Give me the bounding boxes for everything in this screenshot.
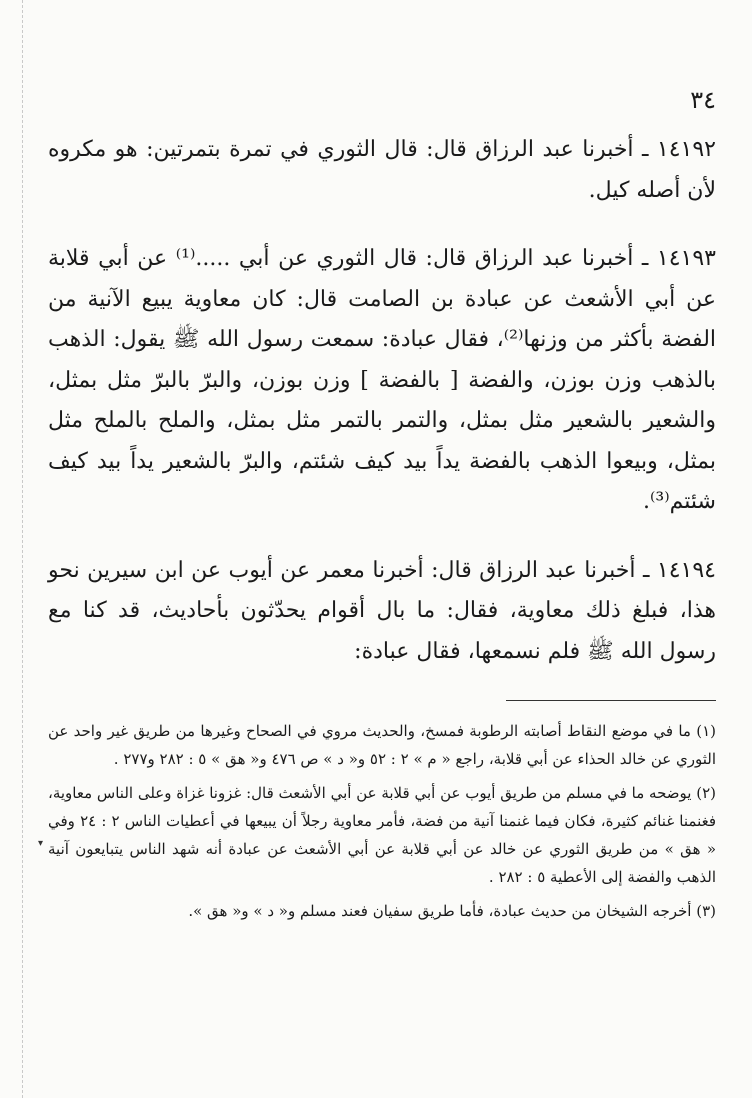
binding-gutter-line	[22, 0, 23, 1098]
book-page	[48, 80, 716, 931]
hadith-14193: ١٤١٩٣ ـ أخبرنا عبد الرزاق قال: قال الثوري عن أبي .....⁽¹⁾ عن أبي قلابة عن أبي الأشعث عن عبادة بن الصامت قال: كان معاوية يبيع الآنية من الفضة بأكثر من وزنها⁽²⁾، فقال عبادة: سمعت رسول الله ﷺ يقول: الذهب بالذهب وزن بوزن، والفضة [ بالفضة ] وزن بوزن، والبرّ بالبرّ مثل بمثل، والشعير بالشعير مثل بمثل، والتمر بالتمر مثل بمثل، والملح بالملح مثل بمثل، وبيعوا الذهب بالفضة يداً بيد كيف شئتم، والبرّ بالشعير يداً بيد كيف شئتم⁽³⁾.	[48, 246, 717, 514]
page-number: ٣٤	[690, 86, 716, 114]
margin-mark: ▾	[38, 838, 44, 849]
footnote-3: (٣) أخرجه الشيخان من حديث عبادة، فأما طريق سفيان فعند مسلم و« د » و« هق ».	[188, 902, 716, 920]
footnote-2: (٢) يوضحه ما في مسلم من طريق أيوب عن أبي قلابة عن أبي الأشعث قال: غزونا غزاة وعلى الناس معاوية، فغنمنا غنائم كثيرة، فكان فيما غنمنا آنية من فضة، فأمر معاوية رجلاً أن يبيعها في أعطيات الناس ٢ : ٢٤ وفي « هق » من طريق الثوري عن خالد عن أبي قلابة عن أبي الأشعث عن عبادة أنه شهد الناس يتبايعون آنية الذهب والفضة إلى الأعطية ٥ : ٢٨٢ .	[48, 784, 717, 886]
footnote-separator	[506, 700, 716, 701]
hadith-14192: ١٤١٩٢ ـ أخبرنا عبد الرزاق قال: قال الثوري في تمرة بتمرتين: هو مكروه لأن أصله كيل.	[48, 137, 716, 203]
footnote-1: (١) ما في موضع النقاط أصابته الرطوبة فمسخ، والحديث مروي في الصحاح وغيرها من طريق غير واحد عن الثوري عن خالد الحذاء عن أبي قلابة، راجع « م » ٢ : ٥٢ و« د » ص ٤٧٦ و« هق » ٥ : ٢٨٢ و٢٧٧ .	[48, 722, 716, 768]
hadith-14194: ١٤١٩٤ ـ أخبرنا عبد الرزاق قال: أخبرنا معمر عن أيوب عن ابن سيرين نحو هذا، فبلغ ذلك معاوية، فقال: ما بال أقوام يحدّثون بأحاديث، قد كنا مع رسول الله ﷺ فلم نسمعها، فقال عبادة:	[48, 557, 716, 664]
